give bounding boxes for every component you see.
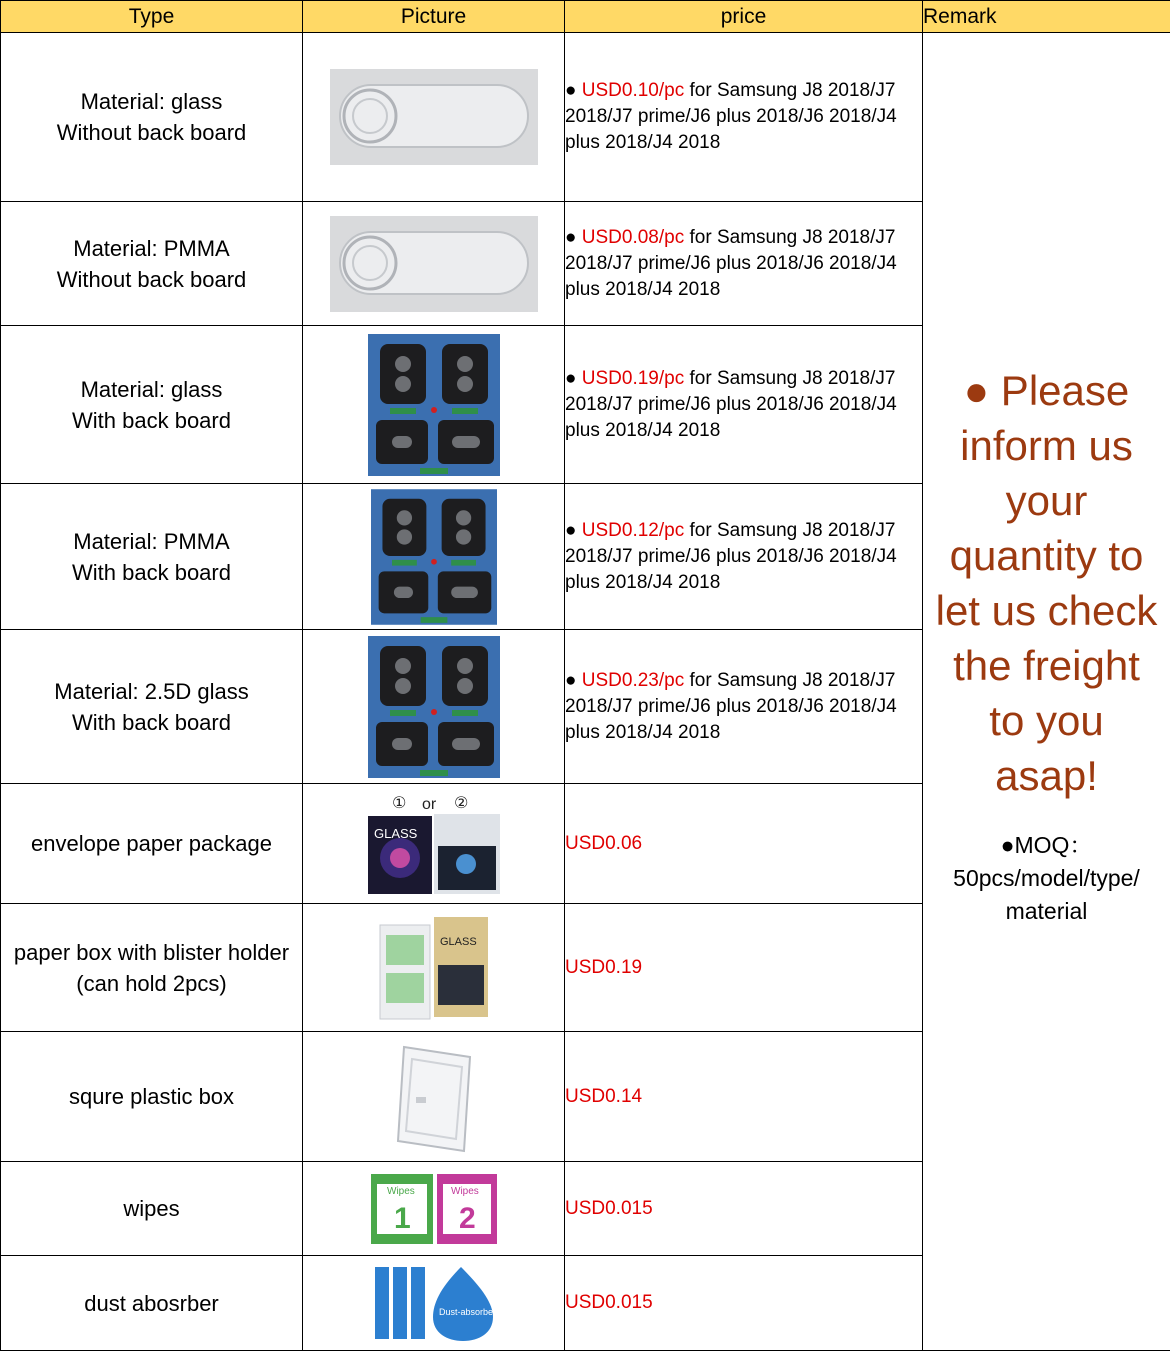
header-type: Type <box>1 1 303 33</box>
type-line: paper box with blister holder <box>13 939 290 965</box>
table-row <box>1 33 1170 202</box>
price-value: USD0.06 <box>565 832 643 854</box>
wipes-num-2: 2 <box>458 1201 476 1235</box>
picture-cell <box>303 202 565 326</box>
remark-line: let us check <box>935 587 1158 634</box>
type-line: Without back board <box>56 266 247 292</box>
price-models: for Samsung J8 2018/J7 2018/J7 prime/J6 plus 2018/J6 2018/J4 plus 2018/J4 2018 <box>565 226 897 300</box>
lens-strip-image <box>330 69 538 165</box>
picture-cell <box>303 784 565 904</box>
wipes-num-1: 1 <box>393 1201 411 1235</box>
price-models: for Samsung J8 2018/J7 2018/J7 prime/J6 plus 2018/J6 2018/J4 plus 2018/J4 2018 <box>565 367 897 441</box>
type-cell <box>1 630 303 784</box>
wipes-title-2: Wipes <box>450 1185 479 1197</box>
moq-note <box>923 829 1170 928</box>
back-board-image <box>368 334 500 476</box>
pkg-glass-text: GLASS <box>439 935 477 948</box>
picture-cell <box>303 33 565 202</box>
price-value: USD0.23/pc <box>581 669 685 691</box>
price-cell <box>565 1032 923 1162</box>
price-models: for Samsung J8 2018/J7 2018/J7 prime/J6 plus 2018/J6 2018/J4 plus 2018/J4 2018 <box>565 519 897 593</box>
picture-cell <box>303 484 565 630</box>
price-cell: ● USD0.19/pc for Samsung J8 2018/J7 2018/J7 prime/J6 plus 2018/J6 2018/J4 plus 2018/J4 2018 <box>565 326 923 484</box>
header-remark: Remark <box>923 1 1170 33</box>
type-line: With back board <box>72 709 231 735</box>
type-line: Material: glass <box>80 376 223 402</box>
type-cell <box>1 484 303 630</box>
price-value: USD0.015 <box>565 1197 653 1219</box>
price-cell <box>565 784 923 904</box>
remark-line: ● Please <box>963 367 1130 414</box>
type-line: Without back board <box>56 120 247 145</box>
wipes-image <box>369 1172 499 1246</box>
picture-cell <box>303 904 565 1032</box>
remark-line: the freight <box>953 642 1140 689</box>
price-value: USD0.14 <box>565 1085 643 1107</box>
back-board-image <box>371 488 497 626</box>
type-line: Material: glass <box>80 89 223 114</box>
pic-label-2: ② <box>453 792 468 812</box>
picture-cell <box>303 326 565 484</box>
type-line: With back board <box>72 407 231 433</box>
type-line: dust abosrber <box>84 1290 219 1316</box>
price-value: USD0.10/pc <box>581 80 685 101</box>
type-cell <box>1 202 303 326</box>
header-row <box>1 1 1170 33</box>
price-value: USD0.19/pc <box>581 367 685 389</box>
type-line: envelope paper package <box>31 831 272 856</box>
moq-line: material <box>1005 898 1088 924</box>
header-price: price <box>565 1 923 33</box>
remark-line: to you <box>989 697 1104 744</box>
pic-label-or: or <box>421 795 436 813</box>
remark-message <box>923 363 1170 803</box>
price-models: for Samsung J8 2018/J7 2018/J7 prime/J6 plus 2018/J6 2018/J4 plus 2018/J4 2018 <box>565 80 897 153</box>
wipes-title-1: Wipes <box>386 1185 415 1197</box>
type-line: squre plastic box <box>68 1084 235 1109</box>
price-cell: ● USD0.23/pc for Samsung J8 2018/J7 2018/J7 prime/J6 plus 2018/J6 2018/J4 plus 2018/J4 2018 <box>565 630 923 784</box>
header-picture: Picture <box>303 1 565 33</box>
type-cell <box>1 33 303 202</box>
dust-absorber-label: Dust-absorber <box>438 1307 496 1317</box>
moq-line: 50pcs/model/type/ <box>953 865 1140 891</box>
type-cell <box>1 326 303 484</box>
picture-cell <box>303 630 565 784</box>
price-models: for Samsung J8 2018/J7 2018/J7 prime/J6 plus 2018/J6 2018/J4 plus 2018/J4 2018 <box>565 669 897 743</box>
type-cell <box>1 784 303 904</box>
price-cell: ● USD0.12/pc for Samsung J8 2018/J7 2018/J7 prime/J6 plus 2018/J6 2018/J4 plus 2018/J4 2018 <box>565 484 923 630</box>
blister-box-image <box>378 915 490 1021</box>
type-cell <box>1 1162 303 1256</box>
price-cell <box>565 1162 923 1256</box>
price-cell <box>565 1256 923 1351</box>
type-cell <box>1 1256 303 1351</box>
price-value: USD0.12/pc <box>581 519 685 541</box>
type-cell <box>1 1032 303 1162</box>
picture-cell <box>303 1032 565 1162</box>
price-cell: ● USD0.10/pc for Samsung J8 2018/J7 2018/J7 prime/J6 plus 2018/J6 2018/J4 plus 2018/J4 2018 <box>565 33 923 202</box>
remark-line: your <box>1005 477 1088 524</box>
remark-line: asap! <box>995 752 1098 799</box>
type-line: Material: 2.5D glass <box>54 678 249 704</box>
back-board-image <box>368 636 500 778</box>
type-line: wipes <box>123 1196 180 1221</box>
price-value: USD0.19 <box>565 956 643 978</box>
price-value: USD0.08/pc <box>581 226 685 248</box>
type-line: (can hold 2pcs) <box>76 970 227 996</box>
type-cell <box>1 904 303 1032</box>
picture-cell <box>303 1162 565 1256</box>
remark-line: inform us <box>960 422 1133 469</box>
picture-cell <box>303 1256 565 1351</box>
envelope-package-image <box>366 792 502 896</box>
lens-strip-image <box>330 216 538 312</box>
plastic-box-image <box>386 1039 482 1155</box>
pkg-glass-text: GLASS <box>373 825 417 841</box>
dust-absorber-image <box>371 1263 497 1343</box>
type-line: Material: PMMA <box>73 528 230 554</box>
type-line: With back board <box>72 559 231 585</box>
price-value: USD0.015 <box>565 1292 653 1313</box>
remark-line: quantity to <box>949 532 1144 579</box>
remark-cell <box>923 33 1170 1351</box>
pic-label-1: ① <box>391 792 406 812</box>
price-cell <box>565 904 923 1032</box>
price-cell: ● USD0.08/pc for Samsung J8 2018/J7 2018/J7 prime/J6 plus 2018/J6 2018/J4 plus 2018/J4 2018 <box>565 202 923 326</box>
moq-line: ●MOQ： <box>1000 832 1093 858</box>
type-line: Material: PMMA <box>73 235 230 261</box>
